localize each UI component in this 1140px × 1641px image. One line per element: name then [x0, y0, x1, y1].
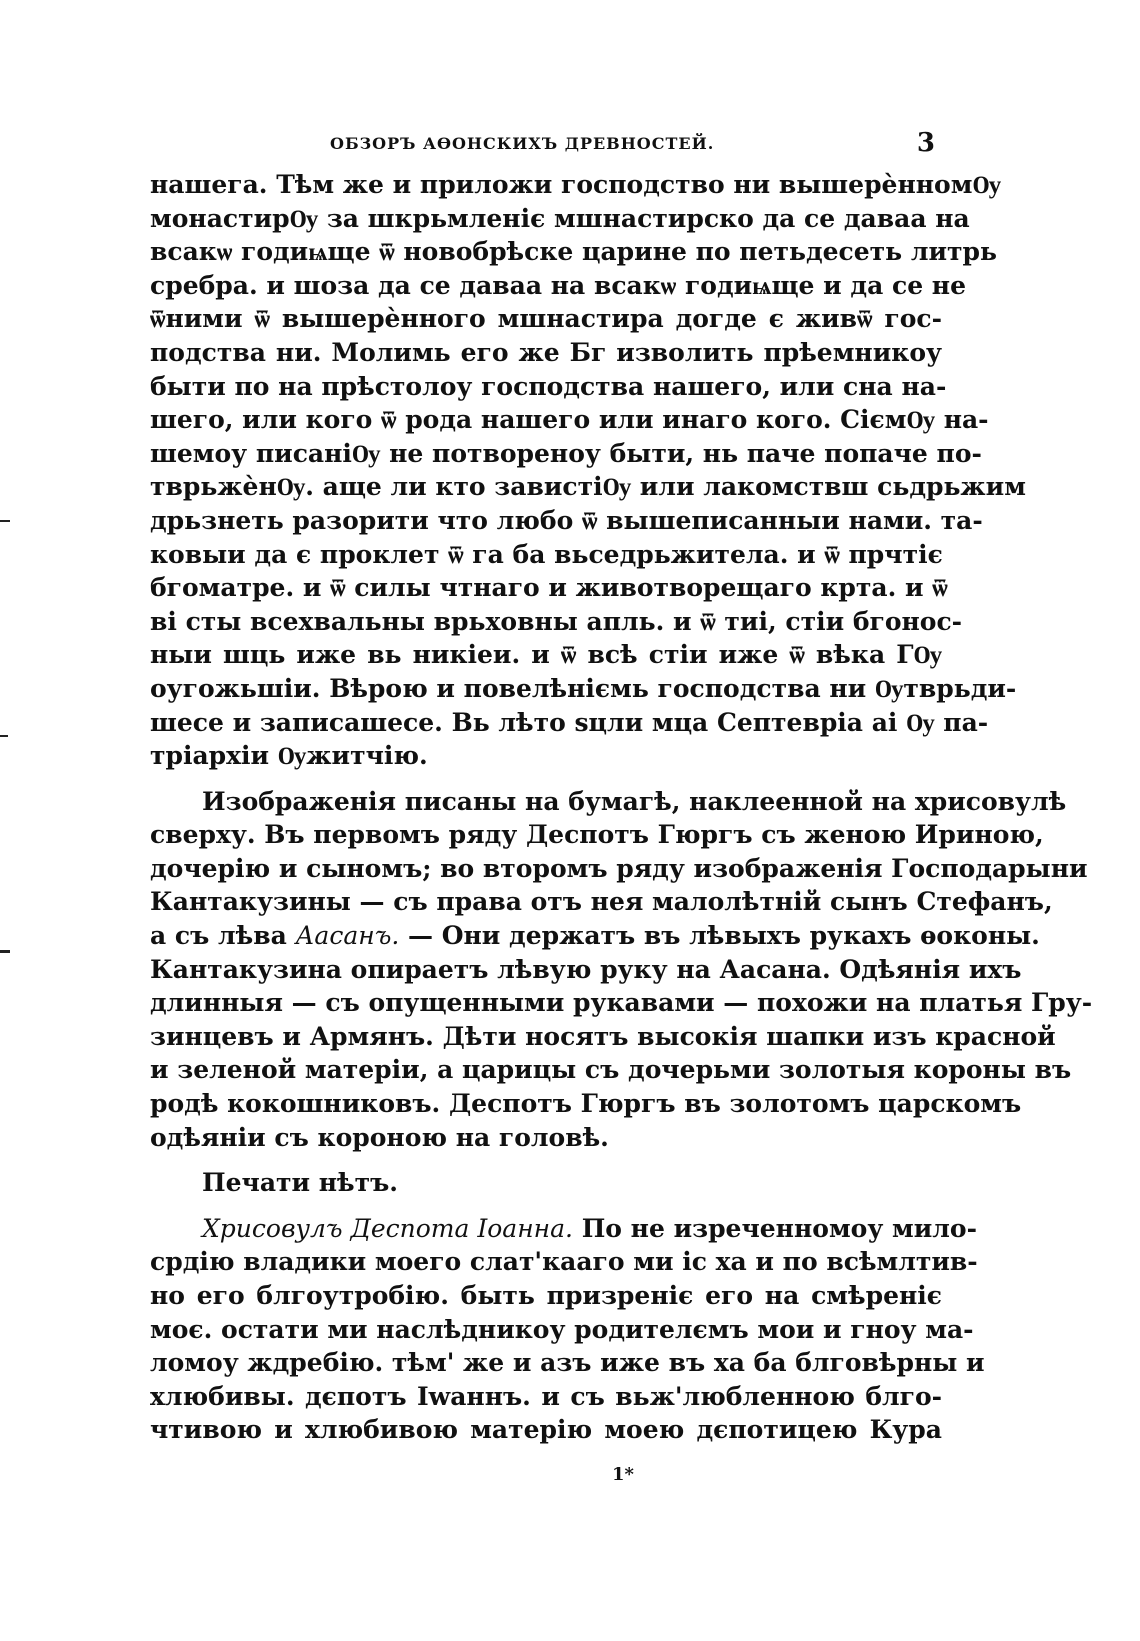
- text-line: бгоматре. и ѿ силы чтнаго и животворещаго крта. и ѿ: [150, 573, 948, 603]
- text-line: Печати нѣтъ.: [202, 1168, 398, 1198]
- text-line: ѿними ѿ вышерѐнного мшнастира догде є живѿ гос-: [150, 304, 942, 334]
- text-line: дрьзнеть разорити что любо ѿ вышеписанныи нами. та-: [150, 505, 983, 535]
- paragraph-charter-1: [150, 168, 1026, 773]
- paragraph-seal: [150, 1166, 942, 1200]
- text-line: и зеленой матеріи, а царицы съ дочерьми золотыя короны въ: [150, 1055, 1072, 1085]
- text-line: тріархіи Ѹжитчію.: [150, 741, 428, 771]
- left-margin-mark: [0, 950, 10, 953]
- text-line: длинныя — съ опущенными рукавами — похожи на платья Гру-: [150, 988, 1093, 1018]
- running-title: ОБЗОРЪ АѲОНСКИХЪ ДРЕВНОСТЕЙ.: [330, 134, 715, 153]
- left-margin-mark: [0, 520, 10, 522]
- italic-title: Хрисовулъ Деспота Іоанна.: [202, 1213, 573, 1243]
- body-text: [150, 168, 1093, 1447]
- paragraph-description: [150, 785, 1093, 1155]
- text-line: Изображенія писаны на бумагѣ, наклеенной на хрисовулѣ: [202, 786, 1067, 816]
- text-line: шесе и записашесе. Вь лѣто ѕцли мца Септевріа аі Ѹ па-: [150, 707, 989, 737]
- text-line: но его блгоутробію. быть призреніє его на смѣреніє: [150, 1281, 942, 1310]
- page-number: 3: [916, 128, 936, 158]
- text-line: хлюбивы. дєпотъ Іwаннъ. и съ вьж'любленною блго-: [150, 1381, 942, 1411]
- text-line: ныи шць иже вь никіеи. и ѿ всѣ стіи иже ѿ вѣка ГѸ: [150, 640, 942, 670]
- text-line: срдію владики моего слат'кaаго ми іс ха и по всѣмлтив-: [150, 1247, 978, 1277]
- text-line: быти по нa прѣстолоу господства нашего, или сна на-: [150, 371, 947, 401]
- text-run: По не изреченномоу мило-: [572, 1213, 977, 1243]
- text-run: а съ лѣва: [150, 921, 296, 951]
- text-line: подства ни. Молимь его же Бг изволить прѣемникоу: [150, 337, 942, 367]
- text-line: всакѡ годиѩще ѿ новобрѣске царине по петьдесеть литрь: [150, 237, 997, 267]
- running-head: [150, 128, 942, 168]
- signature-mark: 1*: [612, 1464, 634, 1485]
- paragraph-charter-2: [150, 1212, 985, 1447]
- text-run: — Они держатъ въ лѣвыхъ рукахъ ѳоконы.: [399, 921, 1040, 951]
- text-line: сребра. и шоза да се давaа на всакѡ годиѩще и да се не: [150, 270, 967, 300]
- text-line: шего, или кого ѿ рода нашего или инаго кого. СіємѸ на-: [150, 405, 989, 435]
- italic-name: Аасанъ.: [295, 921, 400, 951]
- text-line: нашега. Тѣм же и приложи господство ни вышерѐнномѸ: [150, 170, 1001, 199]
- text-line: ковыи да є проклет ѿ гa бa вьседрьжителa. и ѿ прчтіє: [150, 539, 943, 569]
- text-line: сверху. Въ первомъ ряду Деспотъ Гюргъ съ женою Ириною,: [150, 820, 1044, 850]
- text-line: шемоу писаніѸ не потвореноу быти, нь паче попаче по-: [150, 438, 982, 468]
- text-line: Кантакузина опираетъ лѣвую руку на Аасана. Одѣянія ихъ: [150, 954, 1022, 984]
- left-margin-mark: [0, 735, 8, 737]
- text-line: одѣяніи съ короною на головѣ.: [150, 1122, 609, 1152]
- text-line: тврьжѐнѸ. аще ли кто завистіѸ или лакомствш сьдрьжим: [150, 472, 1026, 502]
- text-line: родѣ кокошниковъ. Деспотъ Гюргъ въ золотомъ царскомъ: [150, 1089, 1022, 1119]
- text-line: ві сты всехвальны врьховны апль. и ѿ тиі, стіи бгонос-: [150, 606, 963, 636]
- text-line: зинцевъ и Армянъ. Дѣти носятъ высокія шапки изъ красной: [150, 1021, 1056, 1051]
- text-line: монастирѸ за шкрьмленіє мшнастирско да се давaа на: [150, 203, 970, 233]
- text-line: [150, 1212, 977, 1246]
- text-line: ломоу ждребію. тѣм' же и азъ иже въ хa бa блговѣрны и: [150, 1348, 985, 1378]
- text-line: [150, 919, 1040, 953]
- text-line: дочерію и сыномъ; во второмъ ряду изображенія Господарыни: [150, 853, 1088, 883]
- text-line: чтивою и хлюбивою матерію моею дєпотицею Кура: [150, 1415, 942, 1445]
- page: [150, 128, 1093, 1447]
- text-line: Кантакузины — съ права отъ нея малолѣтній сынъ Стефанъ,: [150, 887, 1053, 917]
- text-line: моє. остати ми наслѣдникоу родителємъ мои и гноу ма-: [150, 1314, 974, 1344]
- text-line: оугожьшіи. Вѣрою и повелѣніємь господства ни Ѹтврьди-: [150, 673, 1017, 703]
